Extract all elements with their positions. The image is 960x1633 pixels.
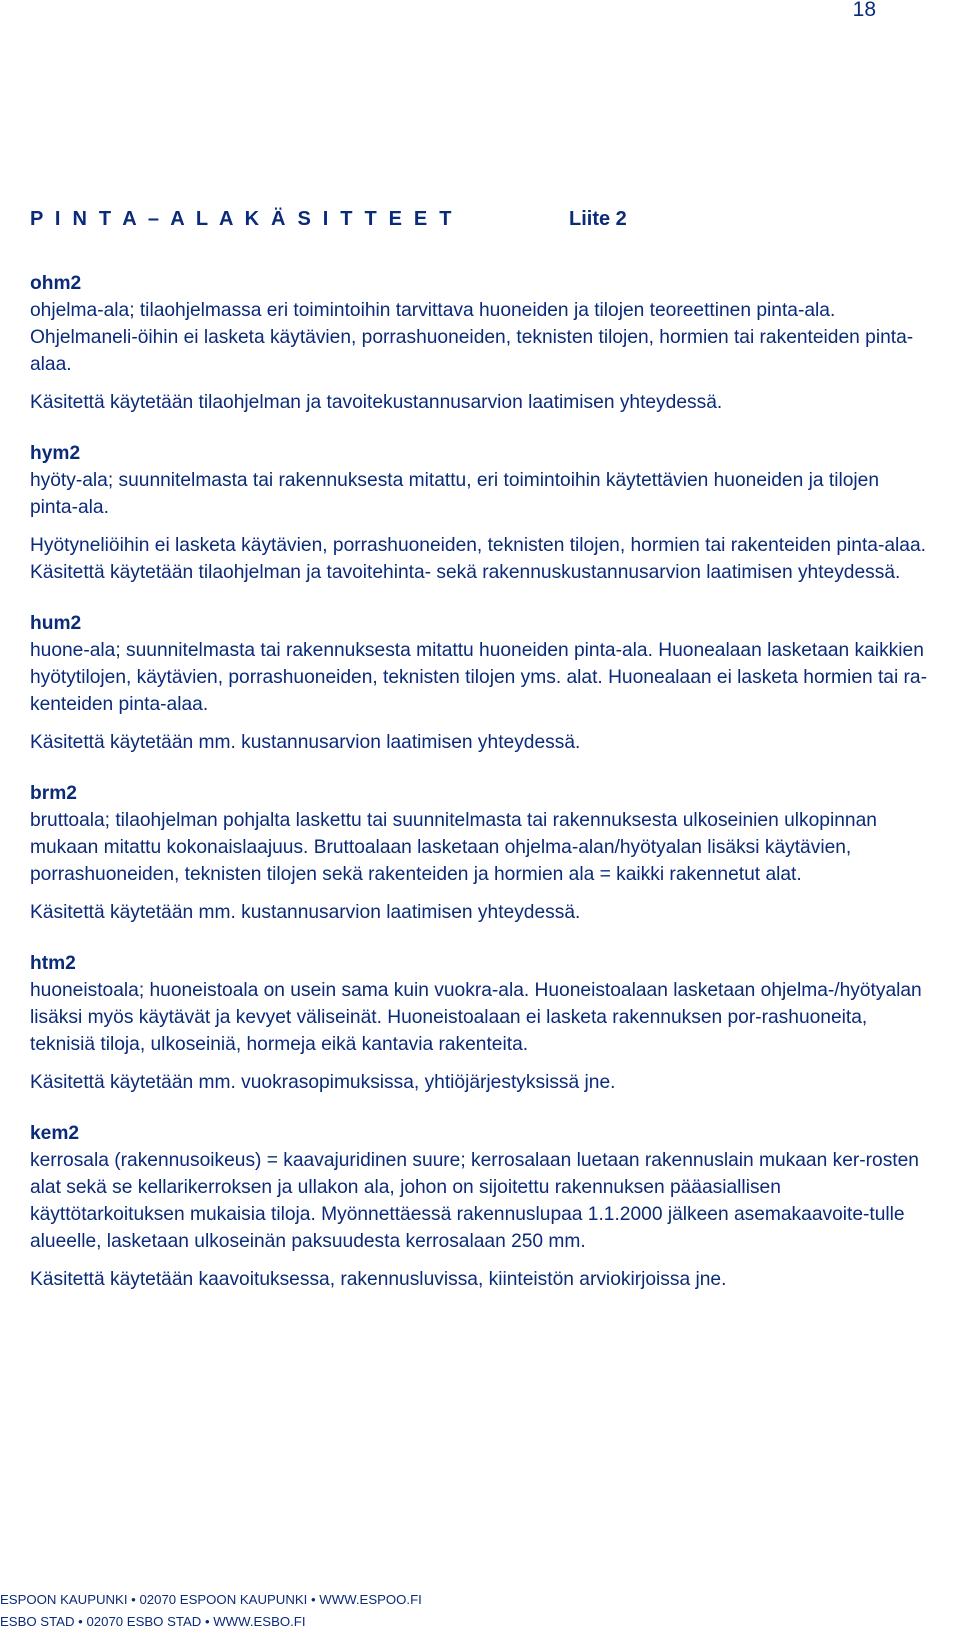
footer-line-espoo: ESPOON KAUPUNKI • 02070 ESPOON KAUPUNKI • WWW.ESPOO.FI: [0, 1592, 422, 1607]
definition-htm2: [30, 950, 930, 1096]
page-number: 18: [852, 0, 876, 21]
definition-hum2: [30, 610, 930, 756]
definition-brm2: [30, 780, 930, 926]
attachment-label: Liite 2: [569, 208, 627, 230]
term-label: hym2: [30, 443, 81, 464]
term-label: brm2: [30, 783, 77, 804]
usage-note: Käsitettä käytetään mm. kustannusarvion laatimisen yhteydessä.: [30, 732, 581, 753]
definition-text: bruttoala; tilaohjelman pohjalta laskettu tai suunnitelmasta tai rakennuksesta ulkoseinien ulkopinnan mukaan mitattu kokonaislaajuus. Bruttoalaan lasketaan ohjelma-alan/hyötyalan lisäksi käytävien, porrashuoneiden, teknisten tilojen sekä rakenteiden ja hormien ala = kaikki rakennetut alat.: [30, 810, 877, 885]
term-label: hum2: [30, 613, 82, 634]
definition-kem2: [30, 1120, 930, 1293]
usage-note: Käsitettä käytetään tilaohjelman ja tavoitekustannusarvion laatimisen yhteydessä.: [30, 392, 723, 413]
definition-text: huone-ala; suunnitelmasta tai rakennuksesta mitattu huoneiden pinta-ala. Huonealaan lasketaan kaikkien hyötytilojen, käytävien, porrashuoneiden, teknisten tilojen yms. alat. Huonealaan ei lasketa hormien tai ra-kenteiden pinta-alaa.: [30, 640, 927, 715]
usage-note: Käsitettä käytetään mm. vuokrasopimuksissa, yhtiöjärjestyksissä jne.: [30, 1072, 616, 1093]
footer-line-esbo: ESBO STAD • 02070 ESBO STAD • WWW.ESBO.FI: [0, 1614, 306, 1629]
usage-note: Hyötyneliöihin ei lasketa käytävien, porrashuoneiden, teknisten tilojen, hormien tai rakenteiden pinta-alaa. Käsitettä käytetään tilaohjelman ja tavoitehinta- sekä rakennuskustannusarvion laatimisen yhteydessä.: [30, 535, 926, 583]
term-label: htm2: [30, 953, 76, 974]
document-heading: [30, 208, 910, 231]
heading-title: P I N T A – A L A K Ä S I T T E E T: [30, 208, 455, 230]
definitions-list: [30, 270, 930, 1293]
page-footer: [0, 1589, 422, 1633]
definition-text: kerrosala (rakennusoikeus) = kaavajuridinen suure; kerrosalaan luetaan rakennuslain mukaan ker-rosten alat sekä se kellarikerroksen ja ullakon ala, johon on sijoitettu rakennuksen pääasiallisen käyttötarkoituksen mukaisia tiloja. Myönnettäessä rakennuslupaa 1.1.2000 jälkeen asemakaavoite-tulle alueelle, lasketaan ulkoseinän paksuudesta kerrosalaan 250 mm.: [30, 1150, 919, 1252]
definition-text: hyöty-ala; suunnitelmasta tai rakennuksesta mitattu, eri toimintoihin käytettävien huoneiden ja tilojen pinta-ala.: [30, 470, 879, 518]
definition-text: huoneistoala; huoneistoala on usein sama kuin vuokra-ala. Huoneistoalaan lasketaan ohjelma-/hyötyalan lisäksi myös käytävät ja kevyet väliseinät. Huoneistoalaan ei lasketa rakennuksen por-rashuoneita, teknisiä tiloja, ulkoseiniä, hormeja eikä kantavia rakenteita.: [30, 980, 922, 1055]
definition-ohm2: [30, 270, 930, 416]
definition-hym2: [30, 440, 930, 586]
usage-note: Käsitettä käytetään kaavoituksessa, rakennusluvissa, kiinteistön arviokirjoissa jne.: [30, 1269, 727, 1290]
term-label: kem2: [30, 1123, 80, 1144]
usage-note: Käsitettä käytetään mm. kustannusarvion laatimisen yhteydessä.: [30, 902, 581, 923]
term-label: ohm2: [30, 273, 82, 294]
definition-text: ohjelma-ala; tilaohjelmassa eri toimintoihin tarvittava huoneiden ja tilojen teoreettinen pinta-ala. Ohjelmaneli-öihin ei lasketa käytävien, porrashuoneiden, teknisten tilojen, hormien tai rakenteiden pinta-alaa.: [30, 300, 914, 375]
